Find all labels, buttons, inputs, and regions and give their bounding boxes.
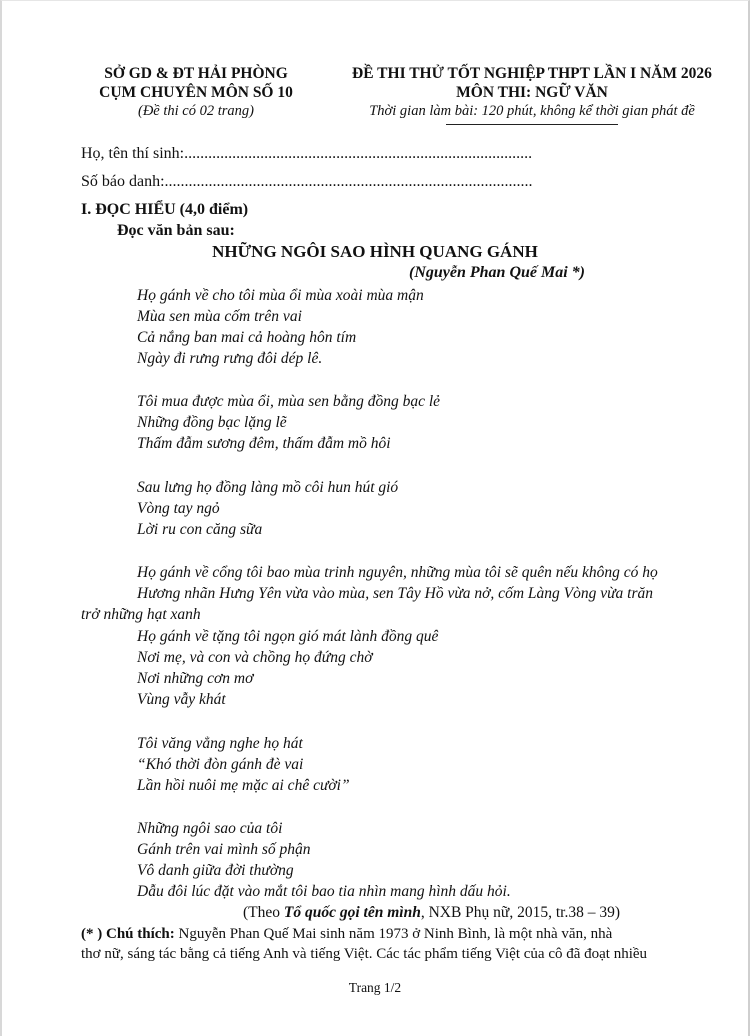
poem-line: Những đồng bạc lặng lẽ (137, 414, 287, 431)
department-name: SỞ GD & ĐT HẢI PHÒNG (104, 65, 288, 82)
footnote-line-1 (81, 924, 681, 944)
header-left (86, 64, 306, 121)
poem-line: Tôi văng vẳng nghe họ hát (137, 735, 303, 752)
section-title: I. ĐỌC HIỂU (4,0 điểm) (81, 201, 249, 218)
poem-author: (Nguyễn Phan Quế Mai *) (408, 264, 585, 281)
poem-line: Vùng vẫy khát (137, 691, 226, 708)
cluster-name: CỤM CHUYÊN MÔN SỐ 10 (99, 84, 293, 101)
exam-subject: MÔN THI: NGỮ VĂN (456, 84, 608, 101)
poem-line: Lần hồi nuôi mẹ mặc ai chê cười” (137, 777, 350, 794)
source-book-title: Tổ quốc gọi tên mình (283, 904, 421, 921)
page-number: Trang 1/2 (348, 980, 402, 995)
poem-line: Dẫu đôi lúc đặt vào mắt tôi bao tia nhìn mang hình dấu hỏi. (137, 883, 511, 900)
source-suffix: , NXB Phụ nữ, 2015, tr.38 – 39) (420, 904, 620, 921)
poem-line: Những ngôi sao của tôi (137, 820, 283, 837)
poem-line: Nơi những cơn mơ (137, 670, 254, 687)
poem-line: Họ gánh về cổng tôi bao mùa trinh nguyên, những mùa tôi sẽ quên nếu không có họ (137, 564, 658, 581)
poem-line: Cả nắng ban mai cả hoàng hôn tím (137, 329, 357, 346)
footnote-text: Nguyễn Phan Quế Mai sinh năm 1973 ở Ninh Bình, là một nhà văn, nhà (174, 926, 613, 942)
candidate-name-field: Họ, tên thí sinh:....................................................................................... (81, 145, 533, 162)
poem-line: Thấm đẫm sương đêm, thấm đẫm mồ hôi (137, 435, 391, 452)
footnote-line-2: thơ nữ, sáng tác bằng cả tiếng Anh và tiếng Việt. Các tác phẩm tiếng Việt của cô đã đoạt nhiều (81, 946, 648, 962)
poem-line-continuation: trở những hạt xanh (81, 606, 201, 623)
footnote-label: (* ) Chú thích: (81, 926, 175, 942)
header-underline (446, 124, 618, 125)
poem-line: Vòng tay ngỏ (137, 500, 220, 517)
poem-line: Họ gánh về cho tôi mùa ổi mùa xoài mùa mận (137, 287, 424, 304)
header-right (322, 64, 742, 121)
page-count-note: (Đề thi có 02 trang) (138, 103, 254, 119)
poem-line: Lời ru con căng sữa (137, 521, 263, 538)
poem-line: Sau lưng họ đồng làng mồ côi hun hút gió (137, 479, 399, 496)
source-citation (243, 904, 620, 922)
exam-title: ĐỀ THI THỬ TỐT NGHIỆP THPT LẦN I NĂM 2026 (352, 65, 712, 82)
poem-line: Hương nhãn Hưng Yên vừa vào mùa, sen Tây Hồ vừa nở, cốm Làng Vòng vừa trăn (137, 585, 654, 602)
poem-line: Gánh trên vai mình số phận (137, 841, 311, 858)
poem-line: “Khó thời đòn gánh đè vai (137, 756, 304, 773)
exam-duration: Thời gian làm bài: 120 phút, không kể thời gian phát đề (369, 103, 695, 119)
poem-line: Vô danh giữa đời thường (137, 862, 294, 879)
poem-line: Tôi mua được mùa ổi, mùa sen bằng đồng bạc lẻ (137, 393, 441, 410)
poem-title: NHỮNG NGÔI SAO HÌNH QUANG GÁNH (212, 242, 538, 261)
section-instruction: Đọc văn bản sau: (117, 222, 235, 239)
poem-line: Ngày đi rưng rưng đôi dép lê. (137, 350, 323, 367)
poem-line: Nơi mẹ, và con và chồng họ đứng chờ (137, 649, 373, 666)
source-prefix: (Theo (243, 904, 284, 921)
poem-line: Họ gánh về tặng tôi ngọn gió mát lành đồng quê (137, 628, 439, 645)
poem-line: Mùa sen mùa cốm trên vai (137, 308, 302, 325)
candidate-id-field: Số báo danh:............................................................................................ (81, 173, 533, 190)
